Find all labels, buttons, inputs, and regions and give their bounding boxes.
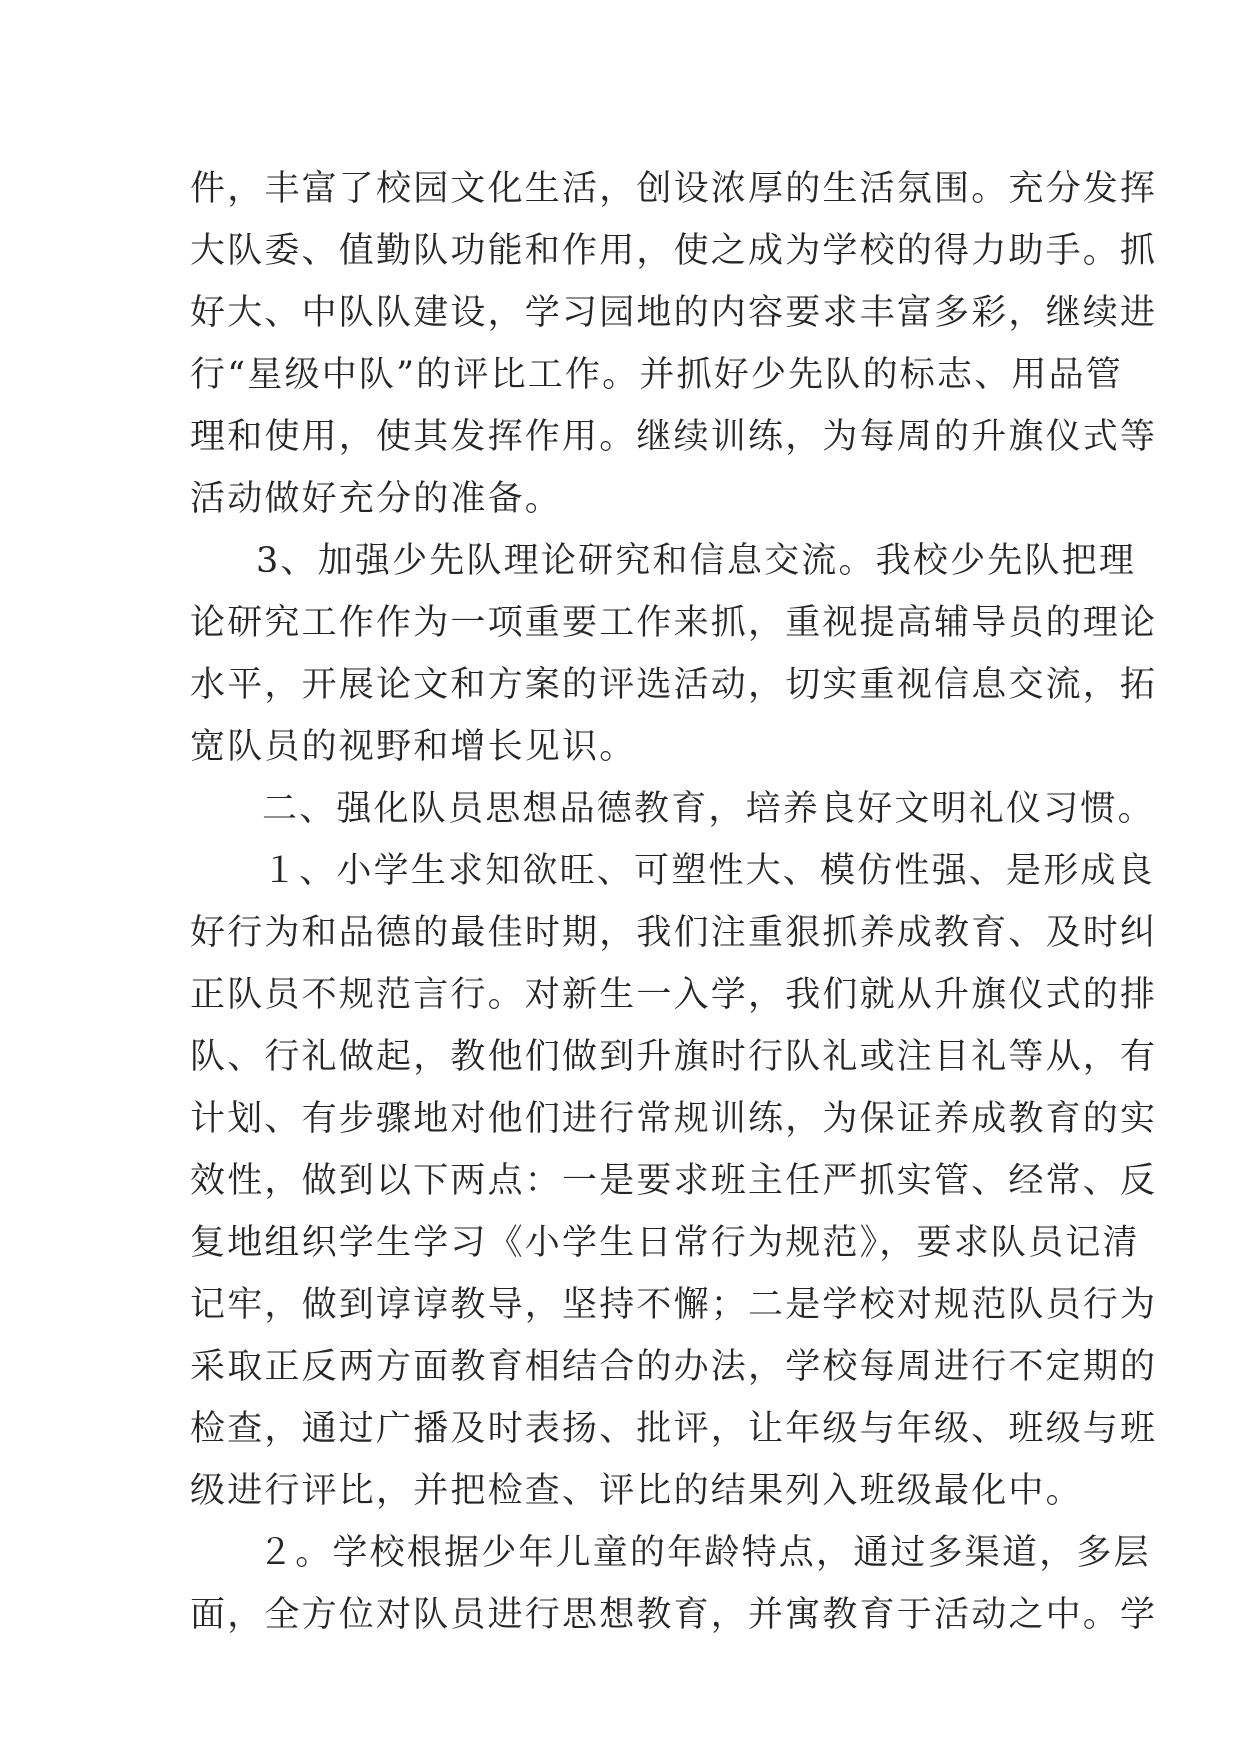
text-line: 论研究工作作为一项重要工作来抓，重视提高辅导员的理论 (190, 603, 1158, 643)
text-line: 行“星级中队”的评比工作。并抓好少先队的标志、用品管 (190, 355, 1123, 395)
text-line: 面，全方位对队员进行思想教育，并寓教育于活动之中。学 (190, 1595, 1158, 1635)
text-line: 计划、有步骤地对他们进行常规训练，为保证养成教育的实 (190, 1099, 1158, 1139)
text-line: 好大、中队队建设，学习园地的内容要求丰富多彩，继续进 (190, 293, 1158, 333)
text-line: 采取正反两方面教育相结合的办法，学校每周进行不定期的 (190, 1347, 1158, 1387)
text-line: 复地组织学生学习《小学生日常行为规范》，要求队员记清 (190, 1223, 1140, 1263)
paragraph-start: 3、加强少先队理论研究和信息交流。我校少先队把理 (256, 541, 1137, 581)
text-line: 队、行礼做起，教他们做到升旗时行队礼或注目礼等从，有 (190, 1037, 1158, 1077)
text-line: 记牢，做到谆谆教导，坚持不懈；二是学校对规范队员行为 (190, 1285, 1158, 1325)
text-line: 检查，通过广播及时表扬、批评，让年级与年级、班级与班 (190, 1409, 1158, 1449)
text-line: 活动做好充分的准备。 (190, 479, 563, 519)
text-line: 好行为和品德的最佳时期，我们注重狠抓养成教育、及时纠 (190, 913, 1158, 953)
text-line: 水平，开展论文和方案的评选活动，切实重视信息交流，拓 (190, 665, 1158, 705)
paragraph-start: ２。学校根据少年儿童的年龄特点，通过多渠道，多层 (258, 1533, 1151, 1573)
text-line: 正队员不规范言行。对新生一入学，我们就从升旗仪式的排 (190, 975, 1158, 1015)
text-line: 宽队员的视野和增长见识。 (190, 727, 637, 767)
section-heading: 二、强化队员思想品德教育，培养良好文明礼仪习惯。 (262, 789, 1155, 829)
text-line: 理和使用，使其发挥作用。继续训练，为每周的升旗仪式等 (190, 417, 1158, 457)
text-line: 级进行评比，并把检查、评比的结果列入班级最化中。 (190, 1471, 1083, 1511)
text-line: 效性，做到以下两点：一是要求班主任严抓实管、经常、反 (190, 1161, 1158, 1201)
paragraph-start: １、小学生求知欲旺、可塑性大、模仿性强、是形成良 (262, 851, 1155, 891)
text-line: 件，丰富了校园文化生活，创设浓厚的生活氛围。充分发挥 (190, 169, 1158, 209)
body-text (190, 158, 1158, 1646)
text-line: 大队委、值勤队功能和作用，使之成为学校的得力助手。抓 (190, 231, 1158, 271)
